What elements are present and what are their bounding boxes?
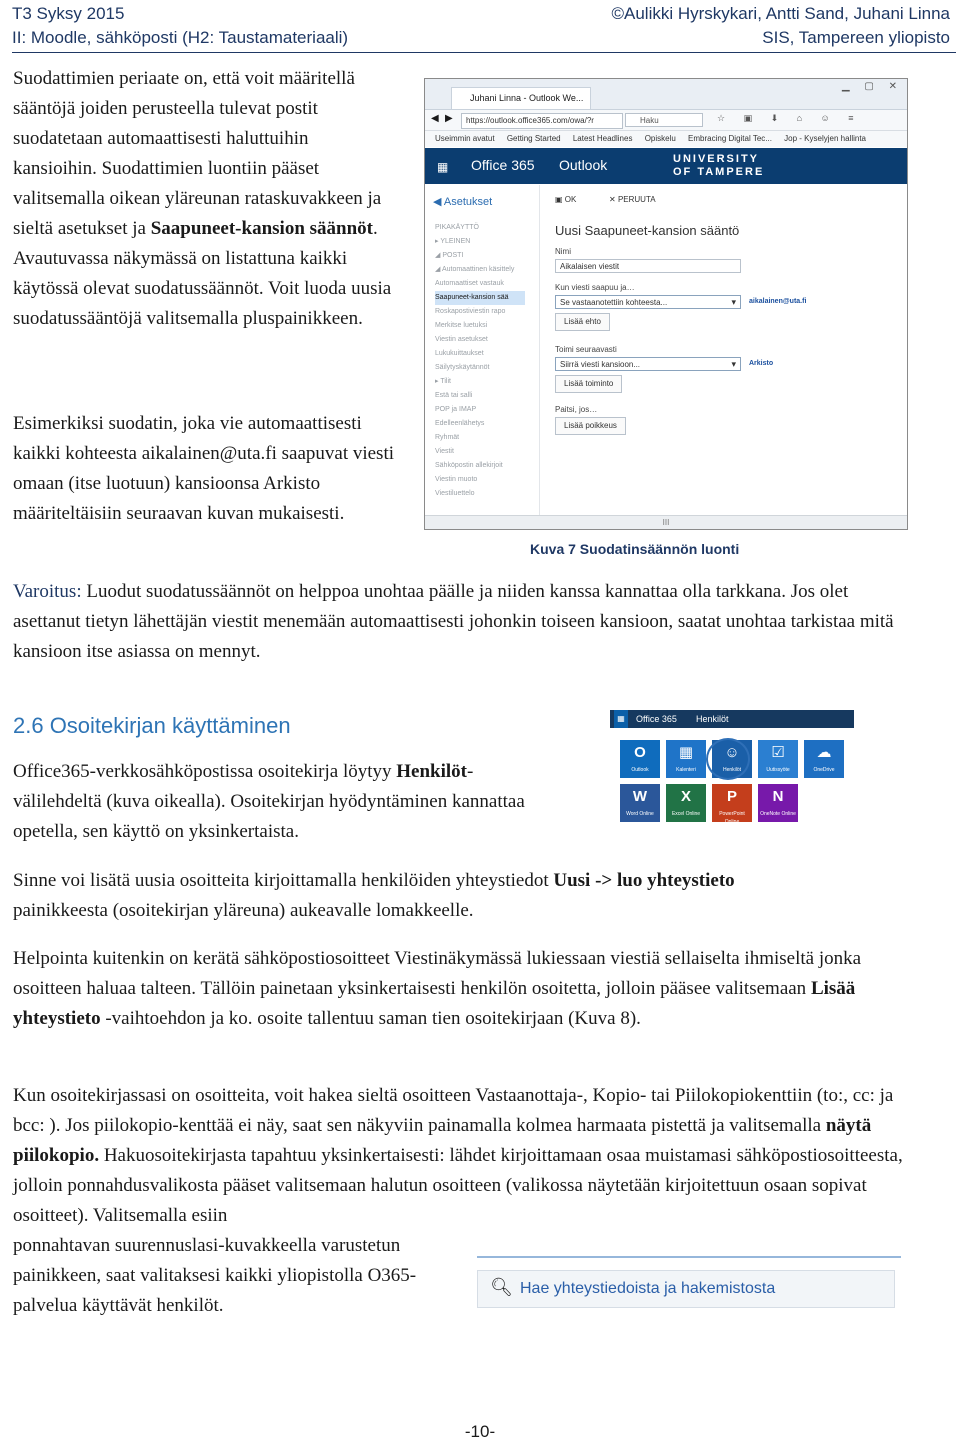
app-icon: W: [632, 788, 648, 805]
forward-arrow-icon[interactable]: ▶: [445, 113, 453, 124]
directory-search-label: Hae yhteystiedoista ja hakemistosta: [520, 1280, 776, 1297]
settings-sidebar: [425, 185, 540, 515]
folder-value: Arkisto: [749, 360, 774, 367]
app-launcher-icon[interactable]: ▦: [437, 160, 449, 174]
app-tile[interactable]: [666, 740, 706, 778]
app-name: PowerPoint Online: [719, 811, 745, 825]
cancel-button[interactable]: ✕ PERUUTA: [609, 195, 656, 204]
toolbar-icons[interactable]: ☆ ▣ ⬇ ⌂ ☺ ≡: [717, 113, 862, 123]
app-tile[interactable]: [804, 740, 844, 778]
settings-menu-item[interactable]: ▸ YLEINEN: [435, 238, 471, 245]
app-icon: ▦: [678, 744, 694, 761]
add-condition-button[interactable]: Lisää ehto: [555, 313, 610, 331]
bookmark-item[interactable]: Getting Started: [506, 134, 561, 143]
directory-search-button[interactable]: [477, 1270, 895, 1308]
close-icon: ✕: [609, 195, 616, 204]
settings-menu-item[interactable]: Viestiluettelo: [435, 490, 475, 497]
course-term: T3 Syksy 2015: [12, 4, 125, 23]
name-label: Nimi: [555, 247, 571, 256]
address-search-paragraph: Kun osoitekirjassasi on osoitteita, voit hakea sieltä osoitteen Vastaanottaja-, Kopio- tai Piilokopiokenttiin (to:, cc: ja bcc: ). Jos piilokopio-kenttää ei näy, saat sen näkyviin painamalla kolmea harmaata pistettä ja valitsemalla näytä piilokopio. Hakuosoitekirjasta tapahtuu yksinkertaisesti: lähdet kirjoittamaan osaa muistamasi sähköpostiosoitteesta, jolloin ponnahdusvalikosta pääset valitsemaan halutun osoitteen (valikossa näytetään kirjoitettuun osaan sopivat osoitteet). Valitsemalla esiin: [13, 1085, 903, 1226]
example-paragraph: Esimerkiksi suodatin, joka vie automaattisesti kaikki kohteesta aikalainen@uta.fi saapuvat viesti omaan (itse luotuun) kansioonsa Arkisto määriteltäisiin seuraavan kuvan mukaisesti.: [13, 413, 395, 524]
settings-menu-item[interactable]: Lukukuittaukset: [435, 350, 484, 357]
settings-menu: [435, 221, 525, 501]
settings-menu-item[interactable]: PIKAKÄYTTÖ: [435, 224, 479, 231]
header-right: [611, 2, 950, 50]
office365-navbar: [425, 148, 907, 184]
search-icon: 🔍︎: [490, 1277, 513, 1297]
warning-paragraph: Varoitus: Luodut suodatussäännöt on helppoa unohtaa päälle ja niiden kanssa kannattaa olla tarkkana. Jos olet asettanut tietyn lähettäjän viestit menemään automaattisesti johonkin toiseen kansioon, saatat unohtaa tarkistaa mitä kansioon itse asiassa on mennyt.: [13, 581, 894, 662]
authors: ©Aulikki Hyrskykari, Antti Sand, Juhani Linna: [611, 4, 950, 23]
rule-name-input[interactable]: Aikalaisen viestit: [555, 259, 741, 273]
condition-select[interactable]: Se vastaanotettiin kohteesta... ▾: [555, 295, 741, 309]
directory-paragraph: ponnahtavan suurennuslasi-kuvakkeella varustetun painikkeen, saat valitaksesi kaikki yliopistolla O365-palvelua käyttävät henkilöt.: [13, 1235, 417, 1316]
course-section: II: Moodle, sähköposti (H2: Taustamateriaali): [12, 28, 349, 47]
app-name: Kalenteri: [676, 767, 696, 773]
horizontal-scrollbar[interactable]: III: [425, 515, 907, 530]
institution: SIS, Tampereen yliopisto: [762, 28, 950, 47]
app-launcher-icon[interactable]: ▦: [614, 710, 628, 728]
ok-button[interactable]: ▣ OK: [555, 195, 577, 204]
new-contact-paragraph: Sinne voi lisätä uusia osoitteita kirjoittamalla henkilöiden yhteystiedot Uusi -> luo yhteystieto painikkeesta (osoitekirjan yläreuna) aukeavalle lomakkeelle.: [13, 870, 735, 921]
save-contact-paragraph: Helpointa kuitenkin on kerätä sähköpostiosoitteet Viestinäkymässä lukiessaan viestiä sellaiselta ihmiseltä jonka osoitteen haluaa talteen. Tällöin painetaan yksinkertaisesti henkilön osoitetta, jolloin pääsee valitsemaan Lisää yhteystieto -vaihtoehdon ja ko. osoite tallentuu saman tien osoitekirjaan (Kuva 8).: [13, 948, 862, 1029]
rule-editor: [549, 185, 905, 515]
settings-menu-item[interactable]: ◢ POSTI: [435, 252, 464, 259]
settings-menu-item[interactable]: POP ja IMAP: [435, 406, 477, 413]
settings-menu-item[interactable]: Estä tai salli: [435, 392, 473, 399]
settings-back-button[interactable]: ◀ Asetukset: [433, 196, 493, 208]
app-name: Excel Online: [671, 811, 701, 817]
office365-apps-screenshot: [610, 710, 854, 830]
settings-menu-item[interactable]: Viestin asetukset: [435, 336, 488, 343]
app-name: Word Online: [626, 811, 654, 817]
app-icon: P: [726, 788, 737, 805]
exception-label: Paitsi, jos…: [555, 405, 598, 414]
settings-menu-item[interactable]: Viestit: [435, 448, 454, 455]
intro-paragraph: Suodattimien periaate on, että voit määritellä sääntöjä joiden perusteella tulevat postit suodatetaan automaattisesti haluttuihin kansioihin. Suodattimien luontiin pääset valitsemalla oikean yläreunan rataskuvakkeen ja sieltä asetukset ja Saapuneet-kansion säännöt. Avautuvassa näkymässä on listattuna kaikki käytössä olevat suodatussäännöt. Voit luoda uusia suodatussääntöjä valitsemalla pluspainikkeen.: [13, 68, 392, 329]
app-icon: O: [634, 744, 646, 761]
condition-label: Kun viesti saapuu ja…: [555, 283, 635, 292]
outlook-rule-screenshot: [424, 78, 908, 530]
bookmark-item[interactable]: Opiskelu: [644, 134, 676, 143]
settings-menu-item[interactable]: Merkitse luetuksi: [435, 322, 488, 329]
settings-menu-item[interactable]: Ryhmät: [435, 434, 460, 441]
action-select[interactable]: Siirrä viesti kansioon... ▾: [555, 357, 741, 371]
office365-navbar: [610, 710, 854, 728]
settings-menu-item[interactable]: Automaattiset vastauk: [435, 280, 504, 287]
directory-search-screenshot: [477, 1256, 901, 1322]
app-name: OneDrive: [813, 767, 835, 773]
app-title[interactable]: Outlook: [559, 157, 608, 173]
university-logo: UNIVERSITY OF TAMPERE: [673, 153, 765, 178]
app-tile[interactable]: [620, 784, 660, 822]
figure-caption: Kuva 7 Suodatinsäännön luonti: [530, 541, 740, 557]
settings-menu-item[interactable]: Viestin muoto: [435, 476, 478, 483]
warning-label: Varoitus:: [13, 581, 82, 602]
suite-title[interactable]: Office 365: [471, 157, 535, 173]
rules-menu-name: Saapuneet-kansion säännöt: [150, 218, 373, 239]
app-name: Henkilöt: [722, 767, 742, 773]
settings-menu-item[interactable]: ◢ Automaattinen käsittely: [435, 266, 515, 273]
focus-bar: [477, 1256, 901, 1258]
app-icon: X: [680, 788, 691, 805]
app-name: OneNote Online: [760, 811, 796, 817]
people-tab[interactable]: Henkilöt: [696, 714, 729, 724]
app-tile[interactable]: [712, 784, 752, 825]
app-icon: ☁: [816, 744, 832, 761]
header-divider: [12, 52, 956, 53]
app-tile[interactable]: [666, 784, 706, 822]
settings-menu-item[interactable]: Säilytyskäytännöt: [435, 364, 490, 371]
bookmark-item[interactable]: Embracing Digital Tec...: [688, 134, 772, 143]
url-field[interactable]: https://outlook.office365.com/owa/?r: [461, 113, 623, 129]
app-icon: ☑: [771, 744, 785, 761]
back-arrow-icon[interactable]: ◀: [431, 113, 439, 124]
browser-search-field[interactable]: Haku: [625, 113, 703, 127]
settings-menu-item-selected[interactable]: Saapuneet-kansion sää: [435, 291, 525, 305]
add-action-button[interactable]: Lisää toiminto: [555, 375, 622, 393]
app-name: Outlook: [631, 767, 649, 773]
app-icon: N: [772, 788, 784, 805]
rule-title: Uusi Saapuneet-kansion sääntö: [555, 223, 740, 238]
sender-value: aikalainen@uta.fi: [749, 298, 807, 305]
app-tile[interactable]: [620, 740, 660, 778]
suite-title[interactable]: Office 365: [636, 714, 677, 724]
highlight-circle: [706, 738, 750, 780]
save-icon: ▣: [555, 195, 563, 204]
bookmark-item[interactable]: Jop - Kyselyjen hallinta: [784, 134, 866, 143]
settings-menu-item[interactable]: Roskapostiviestin rapo: [435, 308, 506, 315]
browser-tab[interactable]: Juhani Linna - Outlook We...: [451, 87, 591, 109]
app-name: Uutissyöte: [766, 767, 790, 773]
action-label: Toimi seuraavasti: [555, 345, 617, 354]
section-heading: 2.6 Osoitekirjan käyttäminen: [13, 713, 291, 738]
page-number: -10-: [464, 1422, 496, 1441]
bookmark-item[interactable]: Latest Headlines: [572, 134, 633, 143]
header-left: [12, 2, 348, 50]
settings-menu-item[interactable]: Sähköpostin allekirjoit: [435, 462, 503, 469]
settings-menu-item[interactable]: ▸ Tilit: [435, 378, 451, 385]
settings-menu-item[interactable]: Edelleenlähetys: [435, 420, 485, 427]
browser-titlebar: [425, 79, 907, 110]
add-exception-button[interactable]: Lisää poikkeus: [555, 417, 626, 435]
address-bar: [425, 110, 907, 131]
app-tile[interactable]: [758, 784, 798, 822]
window-controls[interactable]: ▁ ▢ ✕: [841, 81, 903, 92]
app-tile[interactable]: [758, 740, 798, 778]
addressbook-paragraph: Office365-verkkosähköpostissa osoitekirja löytyy Henkilöt-välilehdeltä (kuva oikealla). Osoitekirjan hyödyntäminen kannattaa opetella, sen käyttö on yksinkertaista.: [13, 761, 525, 842]
bookmark-item[interactable]: Useimmin avatut: [435, 134, 495, 143]
bookmarks-bar: [425, 131, 907, 147]
app-icon: ☺: [724, 744, 740, 761]
